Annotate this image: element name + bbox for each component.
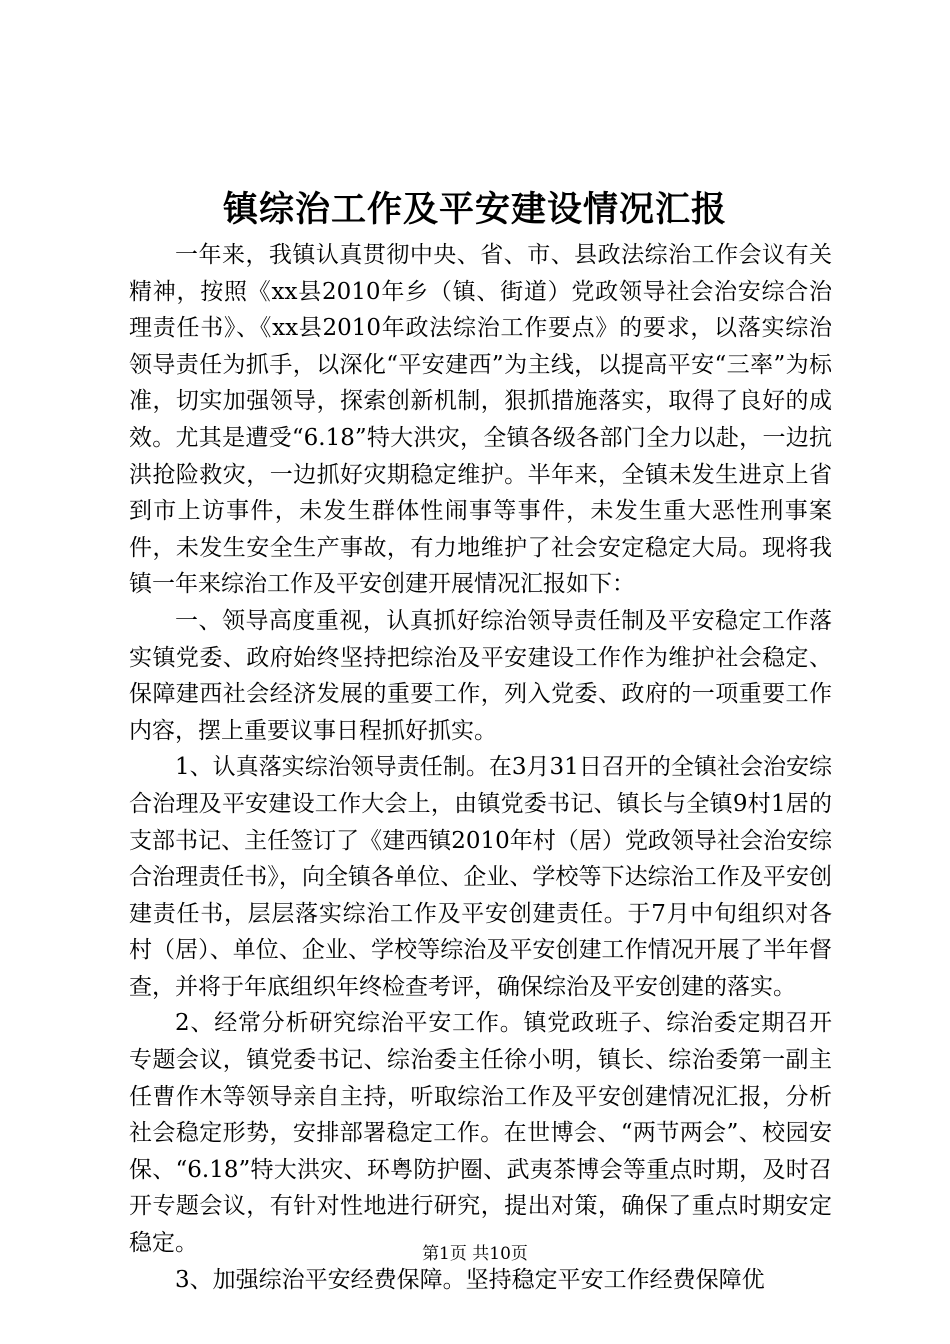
paragraph-intro: 一年来，我镇认真贯彻中央、省、市、县政法综治工作会议有关精神，按照《xx县2010年乡（镇、街道）党政领导社会治安综合治理责任书》、《xx县2010年政法综治工作要点》的要求，以落实综治领导责任为抓手，以深化“平安建西”为主线，以提高平安“三率”为标准，切实加强领导，探索创新机制，狠抓措施落实，取得了良好的成效。尤其是遭受“6.18”特大洪灾，全镇各级各部门全力以赴，一边抗洪抢险救灾，一边抓好灾期稳定维护。半年来，全镇未发生进京上省到市上访事件，未发生群体性闹事等事件，未发生重大恶性刑事案件，未发生安全生产事故，有力地维护了社会安定稳定大局。现将我镇一年来综治工作及平安创建开展情况汇报如下：	[129, 242, 832, 598]
document-body	[129, 237, 832, 1298]
paragraph-item-2: 2、经常分析研究综治平安工作。镇党政班子、综治委定期召开专题会议，镇党委书记、综治委主任徐小明，镇长、综治委第一副主任曹作木等领导亲自主持，听取综治工作及平安创建情况汇报，分析社会稳定形势，安排部署稳定工作。在世博会、“两节两会”、校园安保、“6.18”特大洪灾、环粤防护圈、武夷茶博会等重点时期，及时召开专题会议，有针对性地进行研究，提出对策，确保了重点时期安定稳定。	[129, 1010, 832, 1257]
paragraph-item-1: 1、认真落实综治领导责任制。在3月31日召开的全镇社会治安综合治理及平安建设工作大会上，由镇党委书记、镇长与全镇9村1居的支部书记、主任签订了《建西镇2010年村（居）党政领导社会治安综合治理责任书》，向全镇各单位、企业、学校等下达综治工作及平安创建责任书，层层落实综治工作及平安创建责任。于7月中旬组织对各村（居）、单位、企业、学校等综治及平安创建工作情况开展了半年督查，并将于年底组织年终检查考评，确保综治及平安创建的落实。	[129, 754, 832, 1000]
paragraph-section-1: 一、领导高度重视，认真抓好综治领导责任制及平安稳定工作落实镇党委、政府始终坚持把综治及平安建设工作作为维护社会稳定、保障建西社会经济发展的重要工作，列入党委、政府的一项重要工作内容，摆上重要议事日程抓好抓实。	[129, 607, 832, 744]
page-number-footer: 第1页 共10页	[422, 1244, 528, 1264]
document-title: 镇综治工作及平安建设情况汇报	[222, 189, 727, 230]
paragraph-item-3: 3、加强综治平安经费保障。坚持稳定平安工作经费保障优	[175, 1266, 765, 1293]
